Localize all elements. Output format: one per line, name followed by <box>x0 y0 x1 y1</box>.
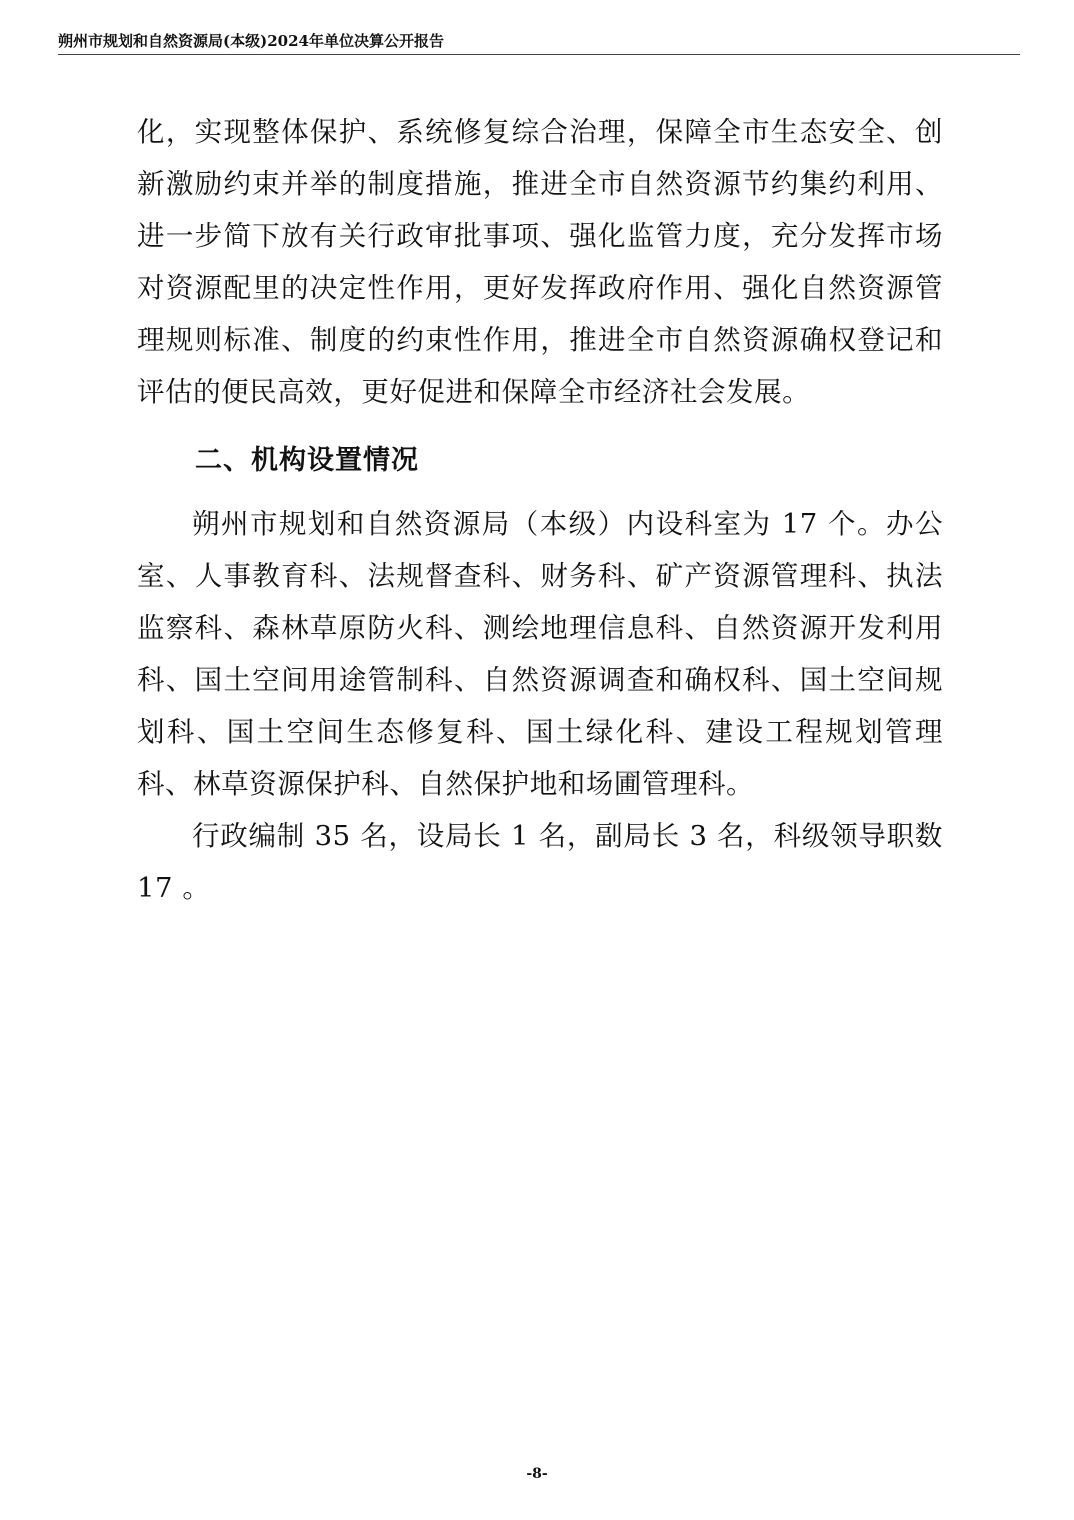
page-header <box>58 26 1020 55</box>
body-paragraph: 化，实现整体保护、系统修复综合治理，保障全市生态安全、创新激励约束并举的制度措施，推进全市自然资源节约集约利用、进一步简下放有关行政审批事项、强化监管力度，充分发挥市场对资源配里的决定性作用，更好发挥政府作用、强化自然资源管理规则标准、制度的约束性作用，推进全市自然资源确权登记和评估的便民高效，更好促进和保障全市经济社会发展。 <box>137 116 943 408</box>
section-heading: 二、机构设置情况 <box>195 445 419 476</box>
page-number: -8- <box>526 1466 548 1482</box>
document-body <box>137 106 943 914</box>
body-paragraph: 行政编制 35 名，设局长 1 名，副局长 3 名，科级领导职数 17 。 <box>137 820 943 904</box>
body-paragraph: 朔州市规划和自然资源局（本级）内设科室为 17 个。办公室、人事教育科、法规督查科、财务科、矿产资源管理科、执法监察科、森林草原防火科、测绘地理信息科、自然资源开发利用科、国土空间用途管制科、自然资源调查和确权科、国土空间规划科、国土空间生态修复科、国土绿化科、建设工程规划管理科、林草资源保护科、自然保护地和场圃管理科。 <box>137 508 943 800</box>
header-title: 朔州市规划和自然资源局(本级)2024年单位决算公开报告 <box>58 32 444 50</box>
